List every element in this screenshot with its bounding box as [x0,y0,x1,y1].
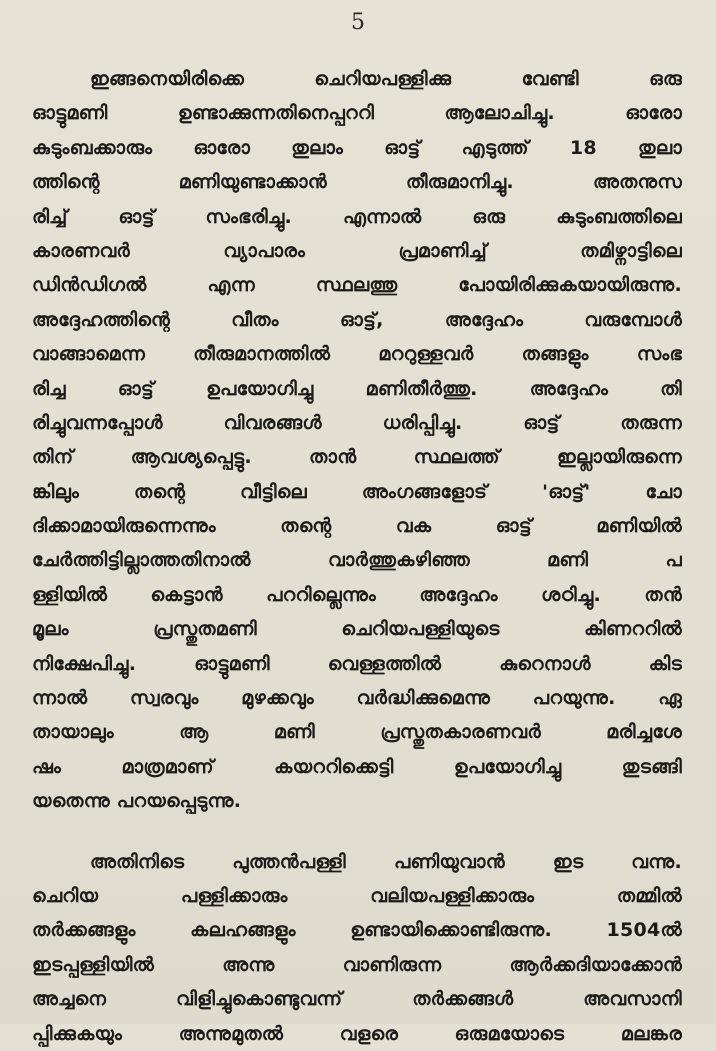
text-line: ത്തിന്റെ മണിയുണ്ടാക്കാൻ തീരുമാനിച്ചു. അതനുസ [32,171,682,194]
text-line: തർക്കങ്ങളും കലഹങ്ങളും ഉണ്ടായിക്കൊണ്ടിരുന്നു. 1504ൽ [32,919,682,942]
paragraph-spacer [32,819,682,845]
text-line: ഡിൻഡിഗൽ എന്ന സ്ഥലത്തു പോയിരിക്കുകയായിരുന്നു. [32,274,682,297]
text-line: കാരണവർ വ്യാപാരം പ്രമാണിച്ച് തമിഴ്നാട്ടിലെ [32,239,682,262]
text-line: അച്ചനെ വിളിച്ചുകൊണ്ടുവന്ന് തർക്കങ്ങൾ അവസാനി [32,988,682,1011]
text-line: തായാലും ആ മണി പ്രസ്തുതകാരണവർ മരിച്ചശേ [32,721,682,744]
text-line: രിച്ച ഓട്ട് ഉപയോഗിച്ചു മണിതീർത്തു. അദ്ദേഹം തി [32,377,682,400]
text-line: ഓട്ടുമണി ഉണ്ടാക്കുന്നതിനെപ്പററി ആലോചിച്ചു. ഓരോ [32,102,682,125]
page-number: 5 [351,10,365,35]
body-text [32,62,682,1051]
text-line: തിന് ആവശ്യപ്പെട്ടു. താൻ സ്ഥലത്ത് ഇല്ലായിരുന്നെ [32,446,682,469]
text-line: ങ്കിലും തന്റെ വീട്ടിലെ അംഗങ്ങളോട് 'ഓട്ട്' ചോ [32,480,682,503]
text-line: പ്പിക്കുകയും അന്നുമുതൽ വളരെ ഒരുമയോടെ മലങ്കര [32,1022,682,1045]
text-line: ന്നാൽ സ്വരവും മുഴക്കവും വർദ്ധിക്കുമെന്നു പറയുന്നു. ഏ [32,687,682,710]
text-line: ചെറിയ പള്ളിക്കാരും വലിയപള്ളിക്കാരും തമ്മിൽ [32,884,682,907]
paragraph-1 [32,62,682,819]
text-line: കുടുംബക്കാരും ഓരോ തുലാം ഓട്ട് എടുത്ത് 18 തുലാ [32,136,682,159]
text-line: രിച്ചുവന്നപ്പോൾ വിവരങ്ങൾ ധരിപ്പിച്ചു. ഓട്ട് തരുന്ന [32,411,682,434]
text-line: നിക്ഷേപിച്ചു. ഓട്ടുമണി വെള്ളത്തിൽ കുറെനാൾ കിട [32,652,682,675]
text-line: ഷം മാത്രമാണ് കയററിക്കെട്ടി ഉപയോഗിച്ചു തുടങ്ങി [32,755,682,778]
text-line: മൂലം പ്രസ്തുതമണി ചെറിയപള്ളിയുടെ കിണററിൽ [32,618,682,641]
text-line: അദ്ദേഹത്തിന്റെ വീതം ഓട്ട്, അദ്ദേഹം വരുമ്പോൾ [32,308,682,331]
text-line: വാങ്ങാമെന്ന തീരുമാനത്തിൽ മററുള്ളവർ തങ്ങളും സംഭ [32,343,682,366]
text-line: ഇങ്ങനെയിരിക്കെ ചെറിയപള്ളിക്കു വേണ്ടി ഒരു [90,68,682,90]
paragraph-2 [32,845,682,1051]
text-line: ഇടപ്പള്ളിയിൽ അന്നു വാണിരുന്ന ആർക്കദിയാക്കോൻ [32,953,682,976]
text-line: രിച്ച് ഓട്ട് സംഭരിച്ചു. എന്നാൽ ഒരു കുടുംബത്തിലെ [32,205,682,228]
text-line: യതെന്നു പറയപ്പെടുന്നു. [32,790,242,813]
text-line: ള്ളിയിൽ കെട്ടാൻ പററില്ലെന്നും അദ്ദേഹം ശഠിച്ചു. തൻ [32,583,682,606]
text-line: അതിനിടെ പുത്തൻപള്ളി പണിയുവാൻ ഇട വന്നു. [90,850,682,873]
text-line: ദിക്കാമായിരുന്നെന്നും തന്റെ വക ഓട്ട് മണിയിൽ [32,515,682,538]
text-line: ചേർത്തിട്ടില്ലാത്തതിനാൽ വാർത്തുകഴിഞ്ഞ മണി പ [32,549,682,572]
